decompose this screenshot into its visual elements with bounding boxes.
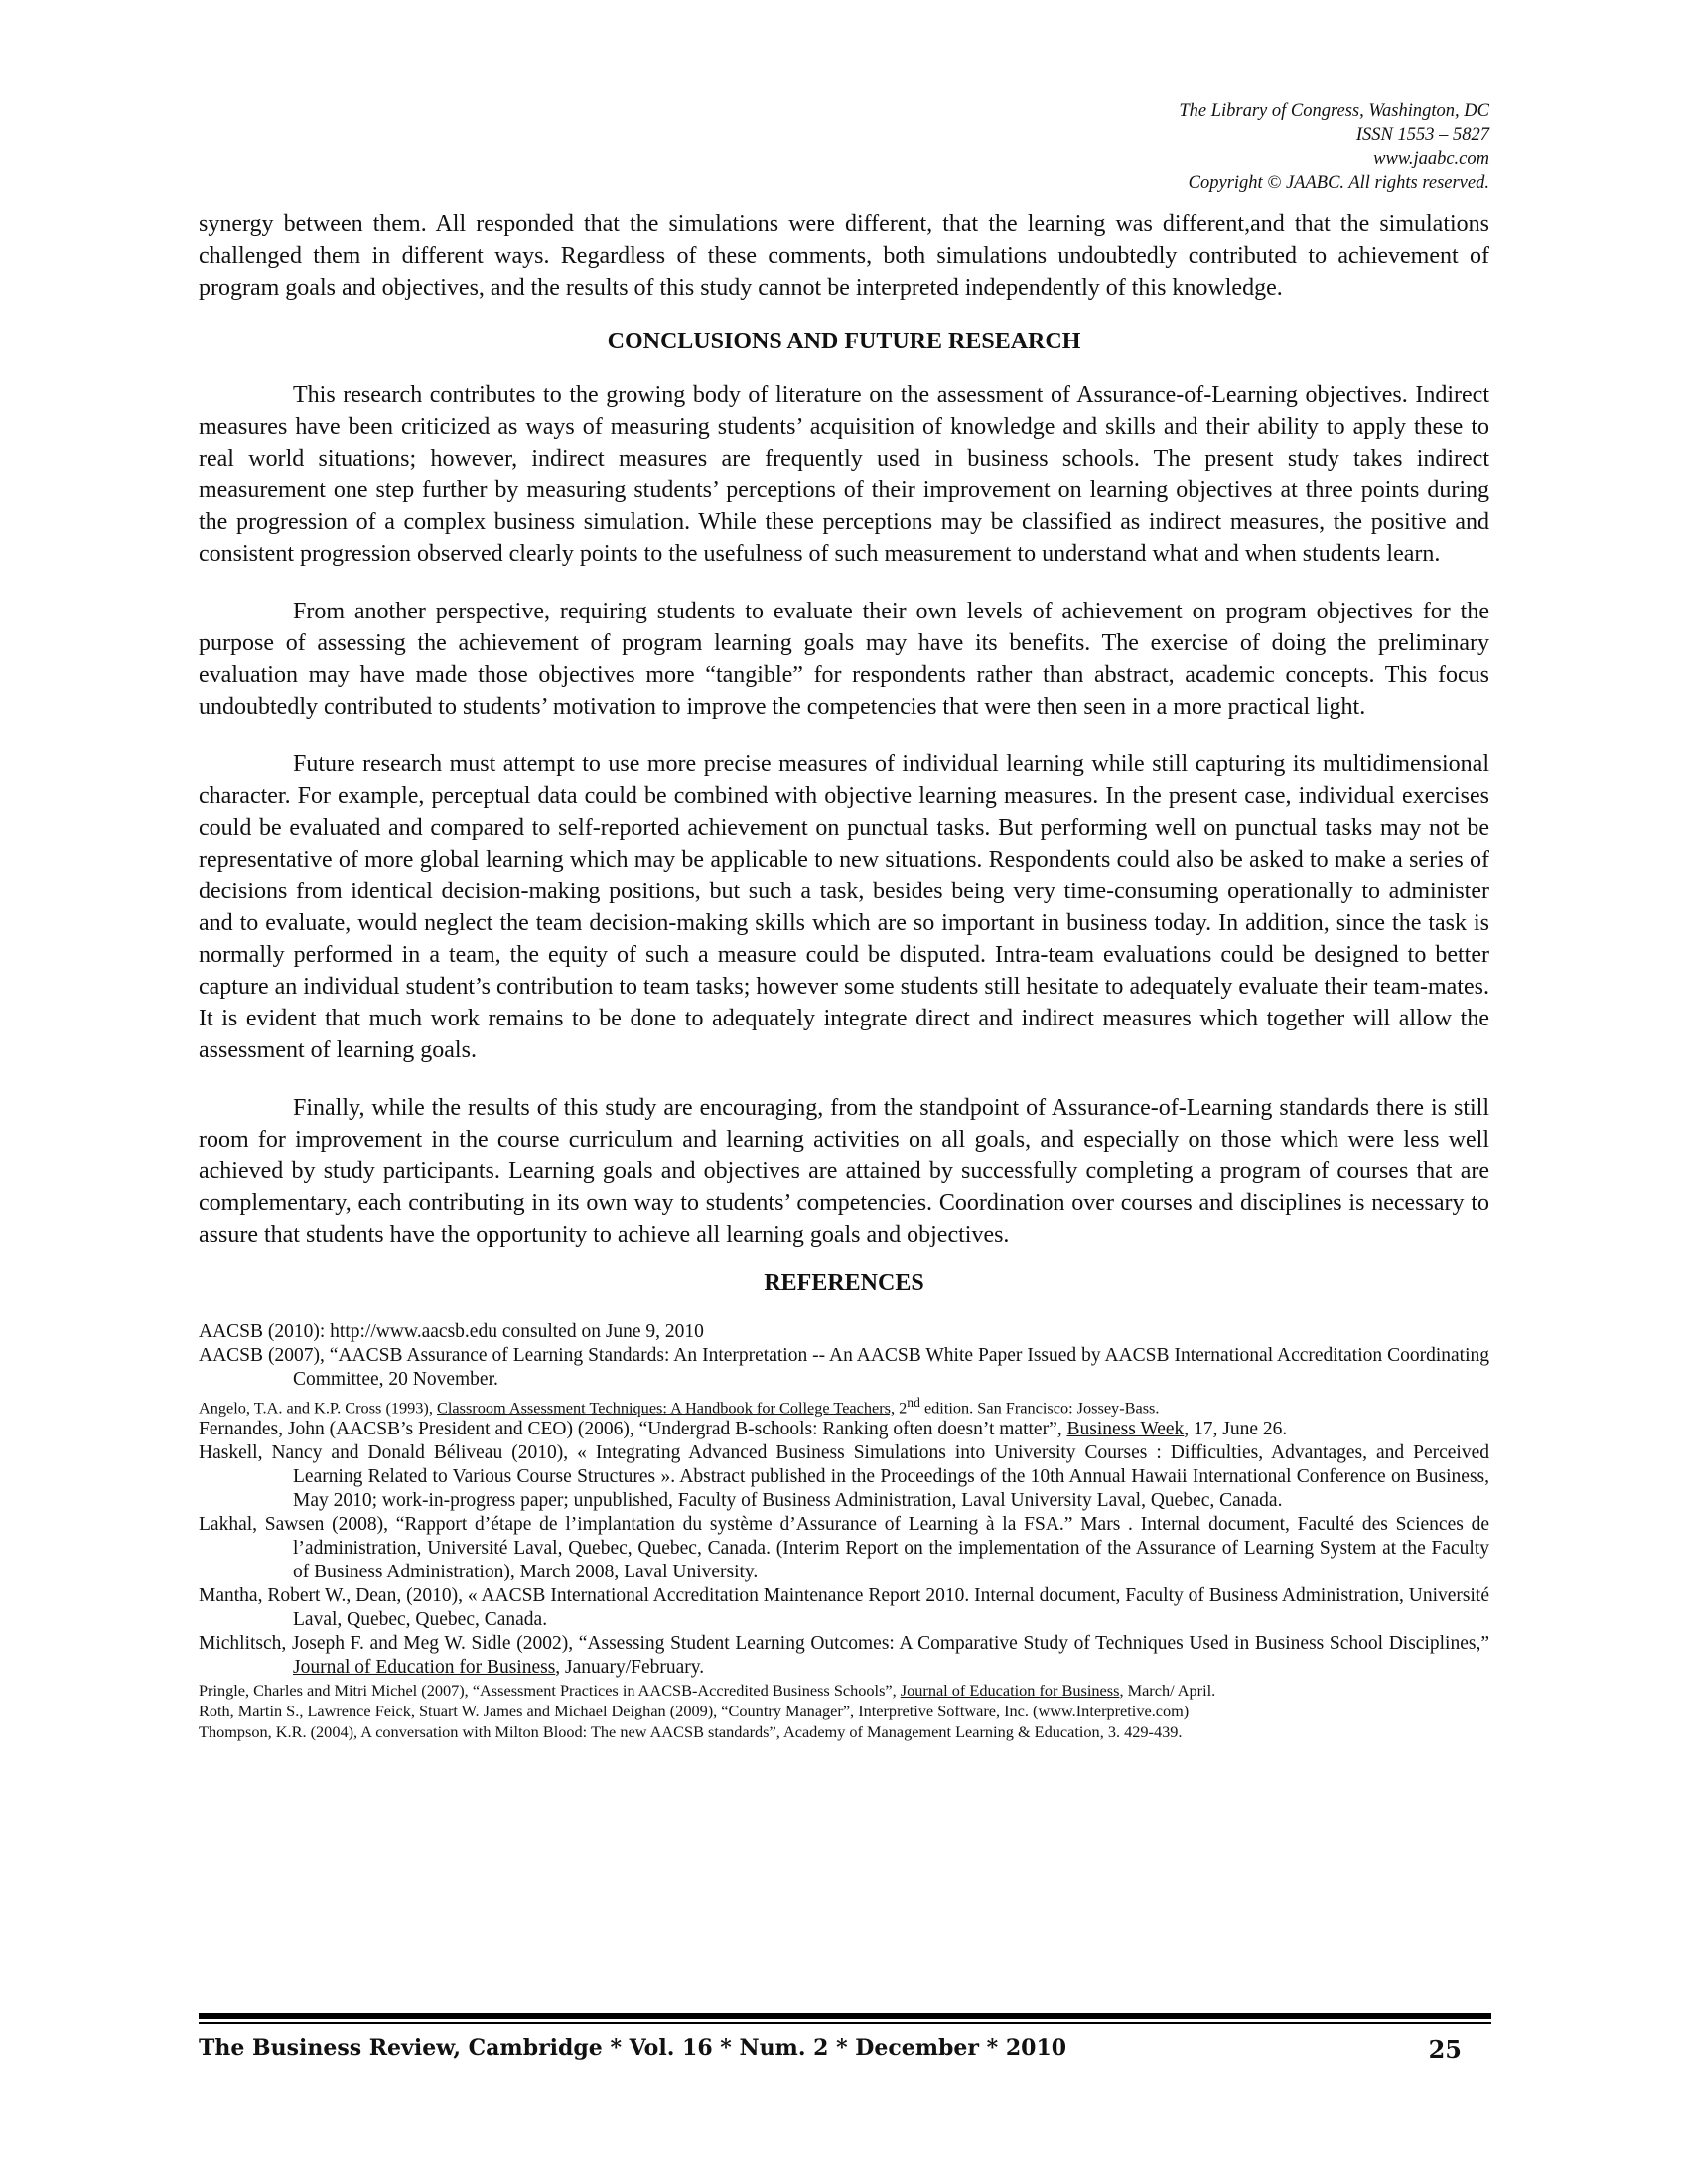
reference-title-link: Business Week (1066, 1419, 1185, 1440)
page-number: 25 (1428, 2035, 1462, 2064)
header-line-issn: ISSN 1553 – 5827 (1355, 125, 1489, 145)
header-line-library: The Library of Congress, Washington, DC (1179, 101, 1489, 121)
reference-item: Angelo, T.A. and K.P. Cross (1993), Classroom Assessment Techniques: A Handbook for College Teachers, 2nd edition. San Francisco: Jossey-Bass. (199, 1395, 1160, 1418)
reference-item: Haskell, Nancy and Donald Béliveau (2010), « Integrating Advanced Business Simulations into University Courses : Difficulties, Advantages, and Perceived Learning Related to Various Course Structures ». Abstract published in the Proceedings of the 10th Annual Hawaii International Conference on Business, May 2010; work-in-progress paper; unpublished, Faculty of Business Administration, Laval University Laval, Quebec, Canada. (199, 1442, 1489, 1512)
paragraph-3: Future research must attempt to use more precise measures of individual learning while still capturing its multidimensional character. For example, perceptual data could be combined with objective learning measures. In the present case, individual exercises could be evaluated and compared to self-reported achievement on punctual tasks. But performing well on punctual tasks may not be representative of more global learning which may be applicable to new situations. Respondents could also be asked to make a series of decisions from identical decision-making positions, but such a task, besides being very time-consuming operationally to administer and to evaluate, would neglect the team decision-making skills which are so important in business today. In addition, since the task is normally performed in a team, the equity of such a measure could be disputed. Intra-team evaluations could be designed to better capture an individual student’s contribution to team tasks; however some students still hesitate to adequately evaluate their team-mates. It is evident that much work remains to be done to adequately integrate direct and indirect measures which together will allow the assessment of learning goals. (199, 751, 1489, 1063)
references-heading: REFERENCES (764, 1270, 924, 1296)
footer-rule-thin (199, 2022, 1491, 2024)
reference-title-link: Classroom Assessment Techniques: A Handbook for College Teachers, (437, 1398, 896, 1418)
footer-divider (199, 2013, 1491, 2024)
paragraph-1: This research contributes to the growing body of literature on the assessment of Assurance-of-Learning objectives. Indirect measures have been criticized as ways of measuring students’ acquisition of knowledge and skills and their ability to apply these to real world situations; however, indirect measures are frequently used in business schools. The present study takes indirect measurement one step further by measuring students’ perceptions of their improvement on learning objectives at three points during the progression of a complex business simulation. While these perceptions may be classified as indirect measures, the positive and consistent progression observed clearly points to the usefulness of such measurement to understand what and when students learn. (199, 382, 1489, 567)
references-section (199, 1267, 1489, 1742)
reference-title-link: Journal of Education for Business (900, 1681, 1120, 1701)
reference-item: Michlitsch, Joseph F. and Meg W. Sidle (2002), “Assessing Student Learning Outcomes: A Comparative Study of Techniques Used in Business School Disciplines,” Journal of Education for Business, January/February. (199, 1633, 1489, 1679)
reference-item: AACSB (2007), “AACSB Assurance of Learning Standards: An Interpretation -- An AACSB White Paper Issued by AACSB International Accreditation Coordinating Committee, 20 November. (199, 1345, 1489, 1390)
journal-header (1179, 99, 1489, 195)
reference-item: Lakhal, Sawsen (2008), “Rapport d’étape de l’implantation du système d’Assurance of Learning à la FSA.” Mars . Internal document, Faculté des Sciences de l’administration, Université Laval, Quebec, Quebec, Canada. (Interim Report on the implementation of the Assurance of Learning System at the Faculty of Business Administration), March 2008, Laval University. (199, 1514, 1489, 1583)
page-body (199, 208, 1489, 1742)
section-heading-conclusions: CONCLUSIONS AND FUTURE RESEARCH (607, 329, 1081, 354)
intro-paragraph: synergy between them. All responded that the simulations were different, that the learning was different,and that the simulations challenged them in different ways. Regardless of these comments, both simulations undoubtedly contributed to achievement of program goals and objectives, and the results of this study cannot be interpreted independently of this knowledge. (199, 211, 1489, 301)
reference-item: AACSB (2010): http://www.aacsb.edu consulted on June 9, 2010 (199, 1321, 704, 1342)
header-line-copyright: Copyright © JAABC. All rights reserved. (1188, 173, 1489, 193)
paragraph-2: From another perspective, requiring students to evaluate their own levels of achievement on program objectives for the purpose of assessing the achievement of program learning goals may have its benefits. The exercise of doing the preliminary evaluation may have made those objectives more “tangible” for respondents rather than abstract, academic concepts. This focus undoubtedly contributed to students’ motivation to improve the competencies that were then seen in a more practical light. (199, 599, 1489, 720)
reference-item: Mantha, Robert W., Dean, (2010), « AACSB International Accreditation Maintenance Report 2010. Internal document, Faculty of Business Administration, Université Laval, Quebec, Quebec, Canada. (199, 1585, 1489, 1631)
reference-title-link: Journal of Education for Business (293, 1657, 556, 1679)
paragraph-4: Finally, while the results of this study are encouraging, from the standpoint of Assurance-of-Learning standards there is still room for improvement in the course curriculum and learning activities on all goals, and especially on those which were less well achieved by study participants. Learning goals and objectives are attained by successfully completing a program of courses that are complementary, each contributing in its own way to students’ competencies. Coordination over courses and disciplines is necessary to assure that students have the opportunity to achieve all learning goals and objectives. (199, 1095, 1489, 1248)
reference-item: Fernandes, John (AACSB’s President and CEO) (2006), “Undergrad B-schools: Ranking often doesn’t matter”, Business Week, 17, June 26. (199, 1419, 1288, 1440)
reference-item: Pringle, Charles and Mitri Michel (2007), “Assessment Practices in AACSB-Accredited Business Schools”, Journal of Education for Business, March/ April. (199, 1681, 1216, 1701)
reference-item: Thompson, K.R. (2004), A conversation with Milton Blood: The new AACSB standards”, Academy of Management Learning & Education, 3. 429-439. (199, 1722, 1183, 1742)
footer-journal-info: The Business Review, Cambridge * Vol. 16 * Num. 2 * December * 2010 (199, 2035, 1067, 2061)
reference-item: Roth, Martin S., Lawrence Feick, Stuart W. James and Michael Deighan (2009), “Country Manager”, Interpretive Software, Inc. (www.Interpretive.com) (199, 1702, 1190, 1721)
footer-rule-thick (199, 2013, 1491, 2019)
header-line-website: www.jaabc.com (1373, 149, 1489, 169)
